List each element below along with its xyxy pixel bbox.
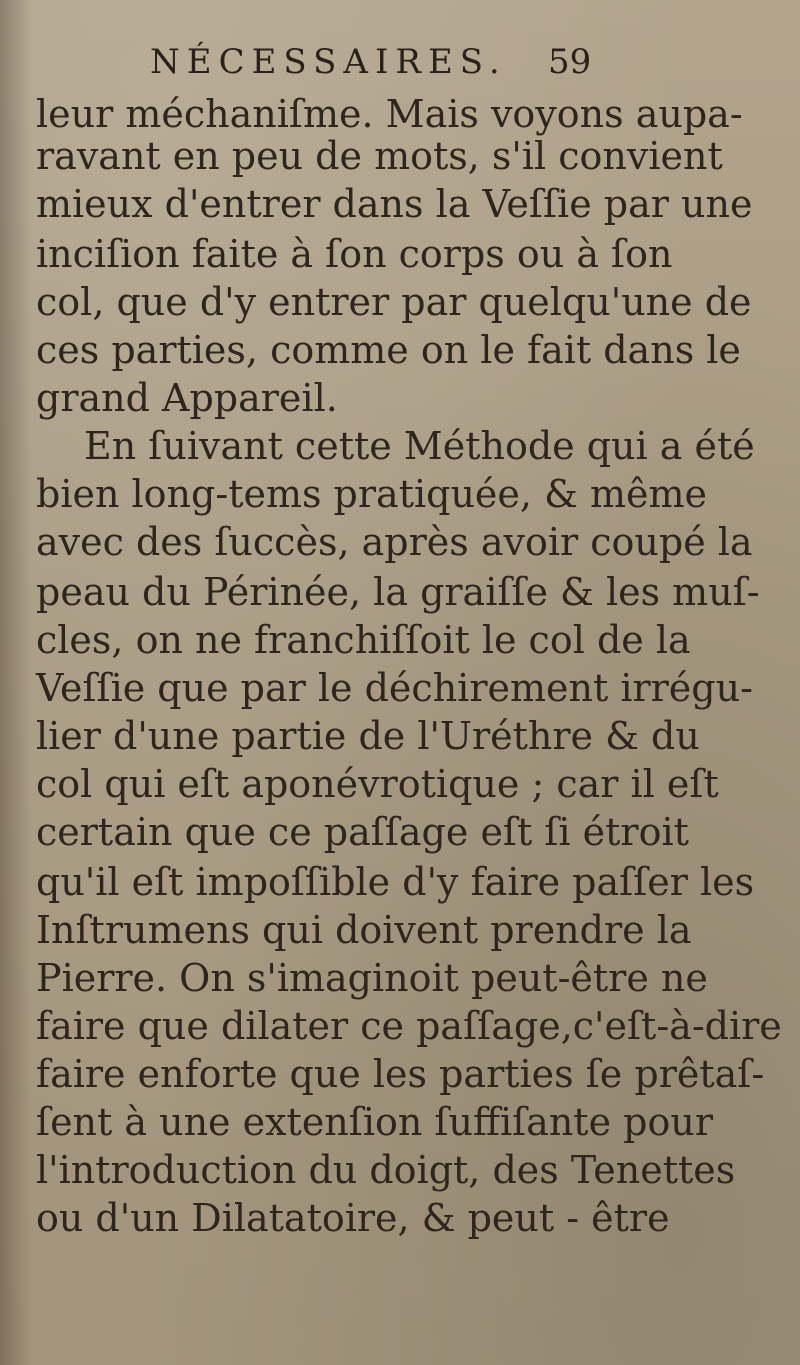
- text-line: lier d'une partie de l'Uréthre & du: [36, 714, 700, 758]
- text-line: cles, on ne franchiſſoit le col de la: [36, 618, 691, 662]
- text-line: peau du Périnée, la graiſſe & les muſ-: [36, 570, 760, 614]
- text-line: Pierre. On s'imaginoit peut-être ne: [36, 956, 708, 1000]
- text-line: grand Appareil.: [36, 376, 338, 420]
- text-line: qu'il eſt impoſſible d'y faire paſſer les: [36, 860, 755, 904]
- text-line: ou d'un Dilatatoire, & peut - être: [36, 1196, 670, 1240]
- text-line: mieux d'entrer dans la Veſſie par une: [36, 182, 753, 226]
- text-line: inciſion faite à ſon corps ou à ſon: [36, 232, 673, 276]
- text-line: En ſuivant cette Méthode qui a été: [84, 424, 755, 468]
- text-line: col, que d'y entrer par quelqu'une de: [36, 280, 752, 324]
- text-line: col qui eſt aponévrotique ; car il eſt: [36, 762, 719, 806]
- text-line: avec des ſuccès, après avoir coupé la: [36, 520, 753, 564]
- text-line: ces parties, comme on le fait dans le: [36, 328, 741, 372]
- text-line: leur méchaniſme. Mais voyons aupa-: [36, 92, 743, 136]
- text-line: faire que dilater ce paſſage,c'eſt-à-dire: [36, 1004, 782, 1048]
- text-line: l'introduction du doigt, des Tenettes: [36, 1148, 736, 1192]
- text-line: Inſtrumens qui doivent prendre la: [36, 908, 692, 952]
- page-edge-shadow: [0, 0, 32, 1365]
- page-number: 59: [548, 42, 592, 82]
- running-head: NÉCESSAIRES.: [150, 42, 507, 82]
- text-line: Veſſie que par le déchirement irrégu-: [36, 666, 753, 710]
- text-line: ſent à une extenſion ſuffiſante pour: [36, 1100, 713, 1144]
- text-line: bien long-tems pratiquée, & même: [36, 472, 708, 516]
- text-line: faire enforte que les parties ſe prêtaſ-: [36, 1052, 765, 1096]
- text-line: certain que ce paſſage eſt ſi étroit: [36, 810, 689, 854]
- text-line: ravant en peu de mots, s'il convient: [36, 134, 723, 178]
